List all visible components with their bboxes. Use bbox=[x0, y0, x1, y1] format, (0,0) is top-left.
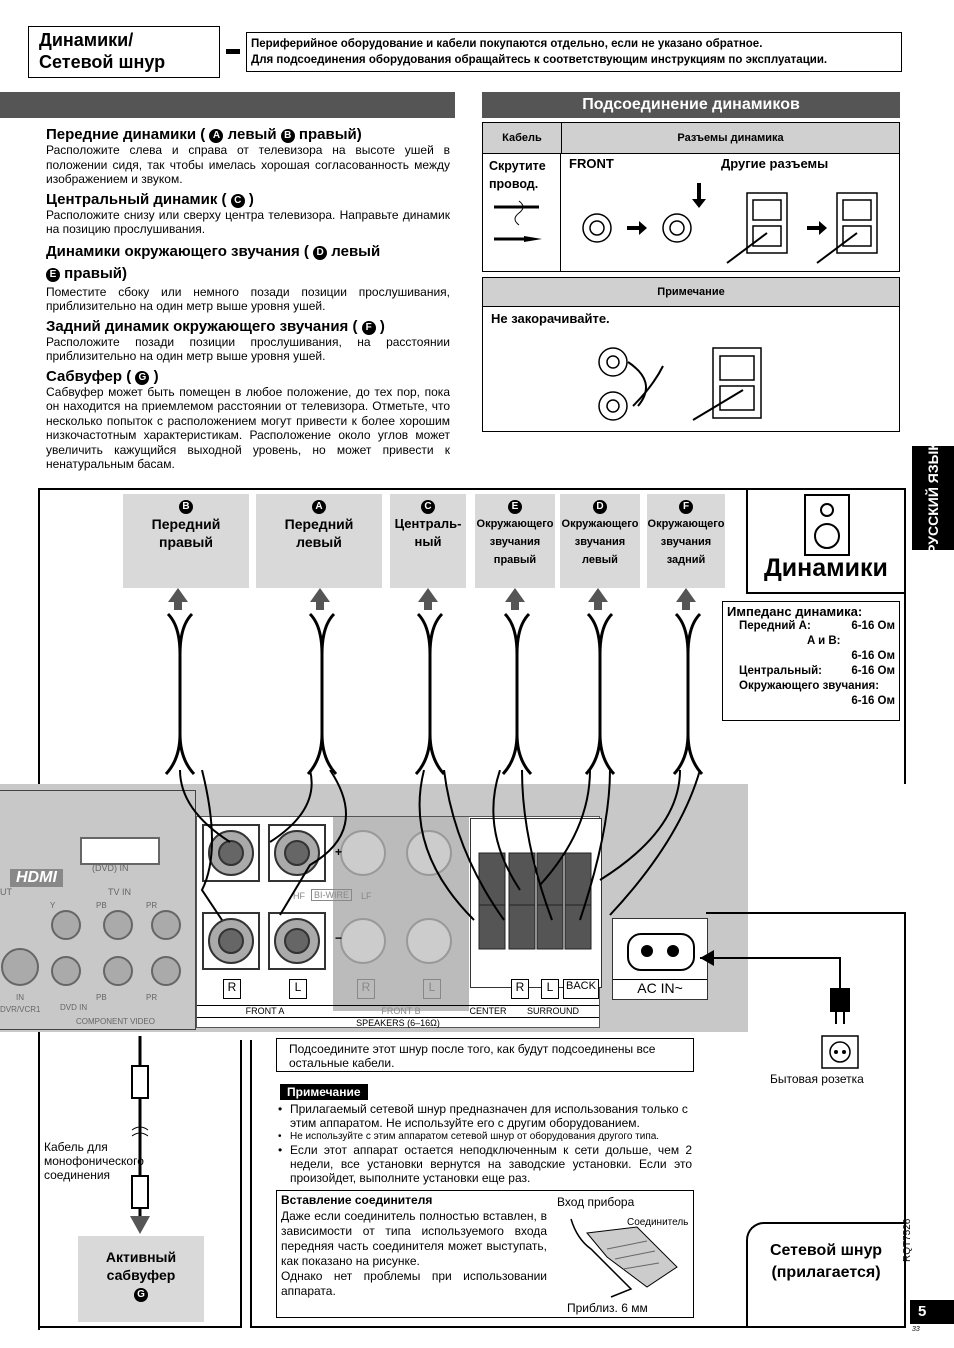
bottom-left-line bbox=[38, 1036, 40, 1330]
mono-cable-illustration bbox=[110, 1036, 170, 1236]
speaker-box-center: C Централь- ный bbox=[390, 494, 466, 588]
power-notes: • Прилагаемый сетевой шнур предназначен для использования только с этим аппаратом. Не используйте его с другим оборудованием. • Не используйте с этим аппаратом сетевой шнур от оборудования другого типа. • Если этот аппарат остается неподключенным к сети дольше, чем 2 недели, все установки вернутся на заводские установки. Если это произойдет, выполните установки еще раз. bbox=[278, 1102, 692, 1185]
tv-pr-label: PR bbox=[146, 901, 158, 910]
power-cord-title-2: (прилагается) bbox=[771, 1264, 881, 1281]
subwoofer-box bbox=[78, 1236, 204, 1322]
speaker-icon bbox=[804, 494, 850, 556]
ac-top-line bbox=[706, 912, 906, 914]
surround-l-label: L bbox=[541, 979, 559, 999]
col-cable: Кабель bbox=[483, 123, 562, 153]
hdmi-port bbox=[80, 837, 160, 865]
no-short-label: Не закорачивайте. bbox=[491, 311, 610, 326]
surround-label: SURROUND bbox=[507, 1005, 599, 1016]
dvd-pr-label: PR bbox=[146, 993, 158, 1002]
power-note-3: Если этот аппарат остается неподключенным к сети дольше, чем 2 недели, все установки вернутся на заводские установки. Если это произойдет, выполните установки еще раз. bbox=[290, 1143, 692, 1185]
dvd-pb-label: PB bbox=[96, 993, 107, 1002]
speakers-impedance-label: SPEAKERS (6–16Ω) bbox=[197, 1017, 599, 1028]
header-note-line2: Для подсоединения оборудования обращайтесь к соответствующим инструкциям по эксплуатации. bbox=[251, 54, 828, 66]
insert-text: Даже если соединитель полностью вставлен, в зависимости от типа используемого входа передняя часть соединителя может выступать, как показано на рисунке. Однако нет проблемы при использовании аппарата. bbox=[281, 1209, 547, 1298]
speaker-box-surround-back: F Окружающего звучания задний bbox=[647, 494, 725, 588]
insert-title: Вставление соединителя bbox=[281, 1193, 433, 1207]
short-circuit-illustration bbox=[583, 340, 783, 426]
frame-right-line bbox=[904, 488, 906, 784]
speaker-box-surround-left: D Окружающего звучания левый bbox=[560, 494, 640, 588]
impedance-center-value: 6-16 Ом bbox=[851, 665, 895, 677]
connect-last-note: Подсоедините этот шнур после того, как будут подсоединены все остальные кабели. bbox=[276, 1038, 694, 1072]
surround-speakers-heading: Динамики окружающего звучания ( D левый E правый) bbox=[46, 242, 381, 282]
twist-label: Скрутите провод. bbox=[489, 159, 546, 191]
power-note-2: Не используйте с этим аппаратом сетевой шнур от оборудования другого типа. bbox=[290, 1131, 660, 1142]
device-inlet-label: Вход прибора bbox=[557, 1195, 635, 1209]
center-speaker-heading: Центральный динамик ( C ) bbox=[46, 190, 254, 208]
plus-sign-front: + bbox=[335, 845, 343, 859]
header-note-line1: Периферийное оборудование и кабели покупаются отдельно, если не указано обратное. bbox=[251, 38, 763, 50]
page-number: 5 bbox=[910, 1300, 954, 1324]
front-speakers-text: Расположите слева и справа от телевизора на высоте ушей в положении сидя, так чтобы имелась хорошая согласованность между изображением и звуком. bbox=[46, 143, 450, 186]
subwoofer-label: Активный сабвуфер bbox=[105, 1249, 177, 1283]
bottom-divider bbox=[240, 1040, 242, 1328]
dvd-in-label: DVD IN bbox=[60, 1003, 88, 1012]
twist-cell bbox=[483, 154, 561, 272]
front-a-l-label: L bbox=[289, 979, 307, 999]
cable-table bbox=[482, 122, 900, 272]
power-cord-illustration bbox=[700, 940, 860, 1070]
front-b-label: FRONT B bbox=[333, 1005, 469, 1016]
connector-cell bbox=[561, 154, 899, 272]
tv-y-label: Y bbox=[50, 901, 56, 910]
model-code: RQT7526 bbox=[902, 1218, 913, 1262]
impedance-surround-value: 6-16 Ом bbox=[851, 695, 895, 707]
header-note bbox=[246, 32, 902, 72]
speaker-cables bbox=[0, 584, 760, 784]
center-label: CENTER bbox=[469, 1006, 507, 1016]
speakers-section-title: Динамики bbox=[764, 554, 888, 582]
surround-back-label: BACK bbox=[563, 979, 599, 999]
surround-r-label: R bbox=[511, 979, 529, 999]
surround-back-text: Расположите позади позиции прослушивания, на расстоянии приблизительно на один метр выше уровня ушей. bbox=[46, 334, 450, 363]
front-label: FRONT bbox=[569, 156, 614, 171]
impedance-title: Импеданс динамика: bbox=[727, 604, 863, 619]
impedance-surround: Окружающего звучания: bbox=[739, 680, 880, 692]
speaker-box-surround-right: E Окружающего звучания правый bbox=[475, 494, 555, 588]
terminal-wiring bbox=[160, 770, 720, 970]
minus-sign-front: − bbox=[335, 931, 343, 945]
subwoofer-heading: Сабвуфер ( G ) bbox=[46, 367, 159, 385]
front-a-r-label: R bbox=[223, 979, 241, 999]
left-section-bar bbox=[0, 92, 455, 118]
impedance-ab-value: 6-16 Ом bbox=[851, 650, 895, 662]
power-cord-section-box bbox=[746, 1222, 904, 1328]
note-box bbox=[482, 277, 900, 432]
front-b-l-label: L bbox=[423, 979, 441, 999]
impedance-front-a-value: 6-16 Ом bbox=[851, 620, 895, 632]
power-cord-title-1: Сетевой шнур bbox=[769, 1242, 883, 1259]
placement-text bbox=[46, 126, 450, 472]
page-title-line1: Динамики/ bbox=[39, 30, 134, 50]
tv-in-label: TV IN bbox=[108, 887, 132, 897]
twist-wire-icon bbox=[489, 193, 549, 249]
front-speakers-heading: Передние динамики ( A левый B правый) bbox=[46, 126, 362, 143]
connector-illustration bbox=[567, 1213, 687, 1299]
approx-label: Приблиз. 6 мм bbox=[567, 1301, 648, 1315]
insert-connector-box bbox=[276, 1190, 694, 1318]
speakers-section-box bbox=[746, 488, 904, 594]
tv-pb-label: PB bbox=[96, 901, 107, 910]
out-label: UT bbox=[0, 887, 12, 897]
speaker-connection-title: Подсоединение динамиков bbox=[482, 92, 900, 118]
hdmi-logo: HDMI bbox=[10, 869, 63, 887]
mono-cable-label: Кабель для монофонического соединения bbox=[44, 1140, 144, 1182]
other-label: Другие разъемы bbox=[721, 156, 829, 171]
bottom-left-base bbox=[38, 1326, 242, 1328]
terminal-illustration bbox=[567, 178, 897, 268]
bottom-right-left-line bbox=[250, 1040, 252, 1328]
subwoofer-letter: G bbox=[134, 1288, 148, 1302]
hf-label: HF bbox=[293, 891, 305, 901]
title-dash bbox=[226, 49, 240, 54]
lf-label: LF bbox=[361, 891, 372, 901]
surround-speakers-text: Поместите сбоку или немного позади позиции прослушивания, приблизительно на один метр выше уровня ушей. bbox=[46, 284, 450, 313]
surround-back-heading: Задний динамик окружающего звучания ( F ) bbox=[46, 317, 385, 335]
connector-label: Соединитель bbox=[627, 1217, 689, 1228]
language-tab: РУССКИЙ ЯЗЫК bbox=[912, 446, 954, 550]
in-label: IN bbox=[16, 993, 24, 1002]
page-title-box bbox=[28, 26, 220, 78]
power-note-1: Прилагаемый сетевой шнур предназначен для использования только с этим аппаратом. Не используйте его с другим оборудованием. bbox=[290, 1102, 688, 1130]
biwire-label: BI-WIRE bbox=[311, 889, 352, 901]
front-a-label: FRONT A bbox=[197, 1005, 333, 1016]
page-small-number: 33 bbox=[912, 1326, 920, 1333]
ac-in-label: AC IN~ bbox=[613, 979, 707, 996]
impedance-center: Центральный: bbox=[739, 665, 822, 677]
note-label: Примечание bbox=[280, 1084, 368, 1100]
note-box-title: Примечание bbox=[483, 278, 899, 307]
component-video-label: COMPONENT VIDEO bbox=[76, 1017, 155, 1026]
center-speaker-text: Расположите снизу или сверху центра телевизора. Направьте динамик на позицию прослушивания. bbox=[46, 207, 450, 236]
impedance-ab: A и B: bbox=[807, 635, 841, 647]
bottom-right-line bbox=[904, 912, 906, 1328]
front-b-r-label: R bbox=[357, 979, 375, 999]
hdmi-dvd-in-label: (DVD) IN bbox=[92, 863, 129, 873]
impedance-front-a: Передний A: bbox=[739, 620, 811, 632]
subwoofer-text: Сабвуфер может быть помещен в любое положение, до тех пор, пока он находится на приемлемом расстоянии от телевизора. Отметьте, что несколько попыток с расположением могут привести к более хорошим низкочастотным характеристикам. Расположение около углов может увеличить кажущийся выходной уровень, но может привести к ненатуральным басам. bbox=[46, 384, 450, 471]
speaker-box-front-right: B Передний правый bbox=[123, 494, 249, 588]
speaker-box-front-left: A Передний левый bbox=[256, 494, 382, 588]
col-connectors: Разъемы динамика bbox=[562, 123, 899, 153]
household-outlet-label: Бытовая розетка bbox=[770, 1072, 864, 1086]
dvr-vcr-label: DVR/VCR1 bbox=[0, 1005, 41, 1014]
page-title-line2: Сетевой шнур bbox=[39, 52, 166, 72]
